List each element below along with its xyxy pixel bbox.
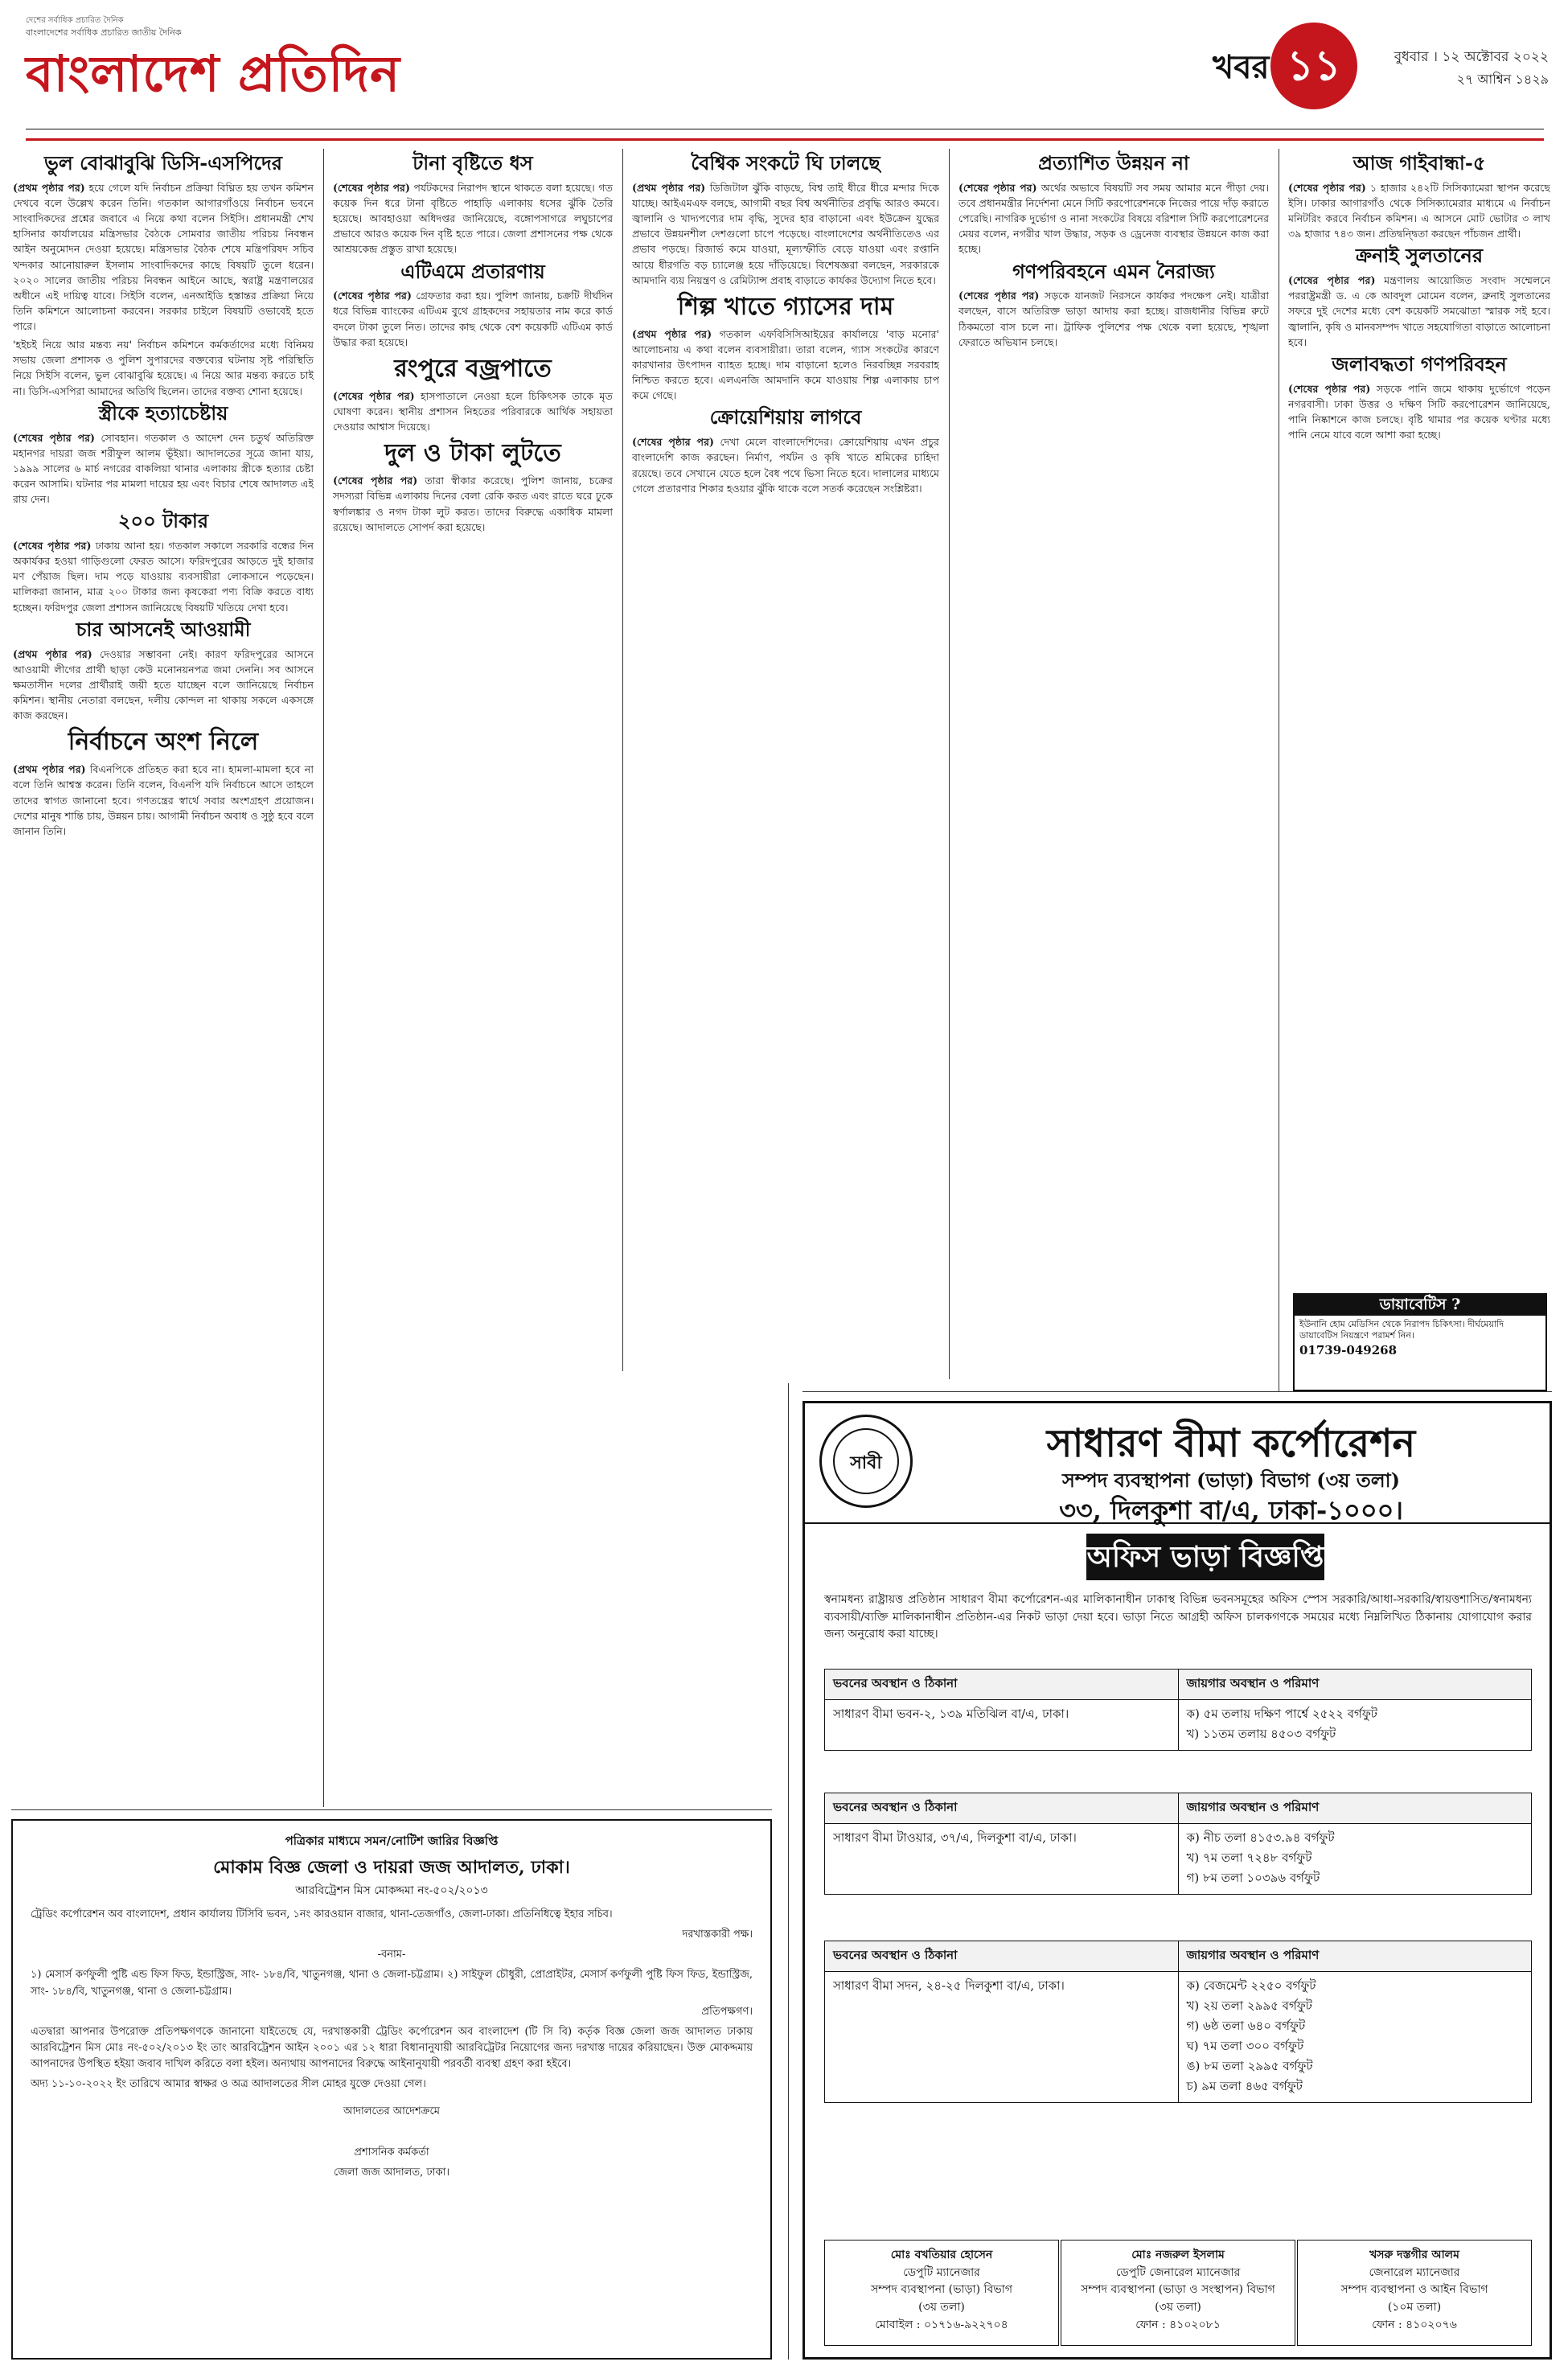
- notice-signature-title: প্রশাসনিক কর্মকর্তা: [354, 2146, 429, 2158]
- headline: দুল ও টাকা লুটতে: [384, 439, 561, 468]
- article-text: (শেষের পৃষ্ঠার পর) তারা স্বীকার করেছে। পুলিশ জানায়, চক্রের সদস্যরা বিভিন্ন এলাকায় দিনের বেলা রেকি করত এবং রাতে ঘরে ঢুকে স্বর্ণালঙ্কার ও নগদ টাকা লুট করত। তাদের বিরুদ্ধে একাধিক মামলা রয়েছে। আদালতে সোপর্দ করা হয়েছে।: [333, 474, 613, 533]
- headline: শিল্প খাতে গ্যাসের দাম: [677, 292, 894, 321]
- article-text: (শেষের পৃষ্ঠার পর) হাসপাতালে নেওয়া হলে চিকিৎসক তাকে মৃত ঘোষণা করেন। স্থানীয় প্রশাসন নিহতের পরিবারকে আর্থিক সহায়তা দেওয়ার আশ্বাস দিয়েছে।: [333, 389, 613, 433]
- table-header: জায়গার অবস্থান ও পরিমাণ: [1178, 1670, 1532, 1700]
- building-address: সাধারণ বীমা টাওয়ার, ৩৭/এ, দিলকুশা বা/এ, ঢাকা।: [825, 1824, 1179, 1895]
- diabetes-ad-phone: 01739-049268: [1299, 1343, 1398, 1358]
- column-1: [13, 149, 314, 1805]
- signatory-1: মোঃ বখতিয়ার হোসেন ডেপুটি ম্যানেজার সম্পদ ব্যবস্থাপনা (ভাড়া) বিভাগ (৩য় তলা) মোবাইল : ০১৭১৬-৯২২৭০৪: [824, 2240, 1059, 2346]
- column-divider: [323, 149, 324, 1807]
- headline: নির্বাচনে অংশ নিলে: [68, 728, 259, 757]
- date-line-bangla: ২৭ আশ্বিন ১৪২৯: [1456, 72, 1549, 87]
- article-text: (প্রথম পৃষ্ঠার পর) হয়ে গেলে যদি নির্বাচন প্রক্রিয়া বিঘ্নিত হয় তখন কমিশন দেখবে বলে উল্লেখ করেন তিনি। গতকাল আগারগাঁওয়ে নির্বাচন ভবনে সাংবাদিকদের প্রশ্নের জবাবে এ নিয়ে কথা বলেন সিইসি। প্রধানমন্ত্রী শেখ হাসিনার কার্যালয়ের মন্ত্রিসভার বৈঠকে সোমবার জাতীয় পরিচয় নিবন্ধন আইন অনুমোদন দেওয়া হয়েছে। মন্ত্রিসভার বৈঠক শেষে মন্ত্রিপরিষদ সচিব খন্দকার আনোয়ারুল ইসলাম সাংবাদিকদের কাছে বিষয়টি তুলে ধরেন। ২০২০ সালের জাতীয় পরিচয় নিবন্ধন আইনে আছে, স্বরাষ্ট্র মন্ত্রণালয়ের অধীনে এই দায়িত্ব যাবে। সিইসি বলেন, এনআইডি হস্তান্তর প্রক্রিয়া নিয়ে তিনি কমিশনে আলোচনা করবেন। সরকার চাইলে বিষয়টি ওভাবেই হতে পারে।: [13, 181, 314, 333]
- article-text: (শেষের পৃষ্ঠার পর) গ্রেফতার করা হয়। পুলিশ জানায়, চক্রটি দীর্ঘদিন ধরে বিভিন্ন ব্যাংকের এটিএম বুথে গ্রাহকদের সহায়তার নাম করে কার্ড বদলে টাকা তুলে নিত। তাদের কাছ থেকে বেশ কয়েকটি এটিএম কার্ড উদ্ধার করা হয়েছে।: [333, 290, 613, 348]
- notice-court: মোকাম বিজ্ঞ জেলা ও দায়রা জজ আদালত, ঢাকা।: [213, 1857, 570, 1879]
- signatory-2: মোঃ নজরুল ইসলাম ডেপুটি জেনারেল ম্যানেজার সম্পদ ব্যবস্থাপনা (ভাড়া ও সংস্থাপন) বিভাগ (৩য় তলা) ফোন : ৪১০২০৮১: [1061, 2240, 1295, 2346]
- table-row: [825, 1972, 1532, 2103]
- office-rent-ad: [802, 1401, 1552, 2360]
- ad-banner: অফিস ভাড়া বিজ্ঞপ্তি: [1086, 1534, 1324, 1580]
- headline: বৈশ্বিক সংকটে ঘি ঢালছে: [691, 151, 880, 175]
- notice-body: এতদ্বারা আপনার উপরোক্ত প্রতিপক্ষগণকে জানানো যাইতেছে যে, দরখাস্তকারী ট্রেডিং কর্পোরেশন অব বাংলাদেশ (টি সি বি) কর্তৃক বিজ্ঞ জেলা জজ আদালত ঢাকায় আরবিট্রেশন মিস মোঃ নং-৫০২/২০১৩ ইং তাং আরবিট্রেশন আইন ২০০১ এর ১২ ধারা বিধানানুযায়ী আরবিট্রেটর নিয়োগের জন্য দরখাস্ত দায়ের করিয়াছেন। উক্ত মোকদ্দমায় আপনাদের উপস্থিত হইয়া জবাব দাখিল করিতে বলা হইল। অন্যথায় আপনাদের বিরুদ্ধে আইনানুযায়ী পরবর্তী ব্যবস্থা গ্রহণ করা হইবে।: [31, 2025, 753, 2071]
- table-header: জায়গার অবস্থান ও পরিমাণ: [1178, 1793, 1532, 1824]
- article-text: (শেষের পৃষ্ঠার পর) সড়কে যানজট নিরসনে কার্যকর পদক্ষেপ নেই। যাত্রীরা বলছেন, বাসে অতিরিক্ত ভাড়া আদায় করা হচ্ছে। রাজধানীর বিভিন্ন রুটে ঠিকমতো বাস চলে না। ট্রাফিক পুলিশের পক্ষ থেকে বলা হয়েছে, শৃঙ্খলা ফেরাতে অভিযান চলছে।: [958, 290, 1269, 348]
- article-text: (শেষের পৃষ্ঠার পর) দেখা মেলে বাংলাদেশিদের। ক্রোয়েশিয়ায় এখন প্রচুর বাংলাদেশি কাজ করছেন। নির্মাণ, পর্যটন ও কৃষি খাতে শ্রমিকের চাহিদা রয়েছে। তবে সেখানে যেতে হলে বৈধ পথে ভিসা নিতে হবে। দালালের মাধ্যমে গেলে প্রতারণার শিকার হওয়ার ঝুঁকি থাকে বলে সতর্ক করেছেন সংশ্লিষ্টরা।: [632, 436, 939, 495]
- court-notice: [11, 1819, 772, 2360]
- ad-title: সাধারণ বীমা কর্পোরেশন: [1046, 1421, 1416, 1466]
- signatory-3: খসরু দস্তগীর আলম জেনারেল ম্যানেজার সম্পদ ব্যবস্থাপনা ও আইন বিভাগ (১০ম তলা) ফোন : ৪১০২০৭৬: [1297, 2240, 1532, 2346]
- headline: গণপরিবহনে এমন নৈরাজ্য: [1012, 259, 1215, 283]
- article-text: (শেষের পৃষ্ঠার পর) সড়কে পানি জমে থাকায় দুর্ভোগে পড়েন নগরবাসী। ঢাকা উত্তর ও দক্ষিণ সিটি করপোরেশন জানিয়েছে, পানি নিষ্কাশনে কাজ চলছে। বৃষ্টি থামার পর কয়েক ঘণ্টার মধ্যে পানি নেমে যাবে বলে আশা করা হচ্ছে।: [1288, 382, 1550, 442]
- space-item: ক) ৫ম তলায় দক্ষিণ পার্শ্বে ২৫২২ বর্গফুট: [1186, 1707, 1377, 1721]
- notice-case-number: আরবিট্রেশন মিস মোকদ্দমা নং-৫০২/২০১৩: [295, 1884, 488, 1898]
- table-row: [825, 1700, 1532, 1751]
- ad-subtitle: সম্পদ ব্যবস্থাপনা (ভাড়া) বিভাগ (৩য় তলা): [1062, 1468, 1400, 1492]
- masthead-rule-red: [26, 138, 1544, 141]
- page-number-badge: ১১: [1270, 23, 1357, 109]
- rent-table-building-2: [824, 1793, 1532, 1895]
- space-item: গ) ৮ম তলা ১০৩৯৬ বর্গফুট: [1186, 1871, 1320, 1885]
- headline: স্ত্রীকে হত্যাচেষ্টায়: [98, 400, 228, 425]
- table-row: [825, 1824, 1532, 1895]
- article-text: (শেষের পৃষ্ঠার পর) মন্ত্রণালয় আয়োজিত সংবাদ সম্মেলনে পররাষ্ট্রমন্ত্রী ড. এ কে আবদুল মোমেন বলেন, ব্রুনাই সুলতানের সফরে দুই দেশের মধ্যে বেশ কয়েকটি সমঝোতা স্মারক সই হবে। জ্বালানি, কৃষি ও মানবসম্পদ খাতে সহযোগিতা বাড়াতে আলোচনা হবে।: [1288, 274, 1550, 348]
- diabetes-ad-title: ডায়াবেটিস ?: [1295, 1295, 1545, 1316]
- headline: এটিএমে প্রতারণায়: [400, 259, 545, 283]
- headline: ভুল বোঝাবুঝি ডিসি-এসপিদের: [44, 151, 282, 175]
- ad-address: ৩৩, দিলকুশা বা/এ, ঢাকা-১০০০।: [1059, 1495, 1403, 1526]
- headline: চার আসনেই আওয়ামী: [76, 617, 251, 641]
- building-address: সাধারণ বীমা সদন, ২৪-২৫ দিলকুশা বা/এ, ঢাকা।: [825, 1972, 1179, 2103]
- masthead-tagline-small: দেশের সর্বাধিক প্রচারিত দৈনিক: [26, 16, 124, 25]
- article-text: (প্রথম পৃষ্ঠার পর) ডিজিটাল ঝুঁকি বাড়ছে, বিশ্ব তাই ধীরে ধীরে মন্দার দিকে যাচ্ছে। আইএমএফ বলছে, আগামী বছর বিশ্ব অর্থনীতির প্রবৃদ্ধি আরও কমবে। জ্বালানি ও খাদ্যপণ্যের দাম বৃদ্ধি, সুদের হার বাড়ানো এবং ইউক্রেন যুদ্ধের প্রভাবে উন্নয়নশীল দেশগুলো চাপে পড়েছে। বাংলাদেশের অর্থনীতিতেও এর প্রভাব পড়ছে। রিজার্ভ কমে যাওয়া, মূল্যস্ফীতি বেড়ে যাওয়া এবং রপ্তানি আয়ে ধীরগতি বড় চ্যালেঞ্জ হয়ে দাঁড়িয়েছে। বিশেষজ্ঞরা বলছেন, সরকারকে আমদানি ব্যয় নিয়ন্ত্রণ ও রেমিট্যান্স প্রবাহ বাড়াতে কার্যকর উদ্যোগ নিতে হবে।: [632, 181, 939, 286]
- article-text: (প্রথম পৃষ্ঠার পর) বিএনপিকে প্রতিহত করা হবে না। হামলা-মামলা হবে না বলে তিনি আশ্বস্ত করেন। তিনি বলেন, বিএনপি যদি নির্বাচনে আসে তাহলে তাদের স্বাগত জানানো হবে। গণতন্ত্রের স্বার্থে সবার অংশগ্রহণ প্রয়োজন। দেশের মানুষ শান্তি চায়, উন্নয়ন চায়। আগামী নির্বাচন অবাধ ও সুষ্ঠু হবে বলে জানান তিনি।: [13, 763, 314, 837]
- diabetes-ad: [1293, 1293, 1547, 1391]
- space-item: খ) ১১তম তলায় ৪৫০৩ বর্গফুট: [1186, 1727, 1336, 1741]
- ad-body-text: স্বনামধন্য রাষ্ট্রায়ত্ত প্রতিষ্ঠান সাধারণ বীমা কর্পোরেশন-এর মালিকানাধীন ঢাকাস্থ বিভিন্ন ভবনসমূহের অফিস স্পেস সরকারি/আধা-সরকারি/স্বায়ত্তশাসিত/স্বনামধন্য ব্যবসায়ী/ব্যক্তি মালিকানাধীন প্রতিষ্ঠান-এর নিকট ভাড়া দেয়া হবে। ভাড়া নিতে আগ্রহী অফিস চালকগণকে সময়ের মধ্যে নিম্নলিখিত ঠিকানায় যোগাযোগ করার জন্য অনুরোধ করা যাচ্ছে।: [824, 1593, 1532, 1641]
- masthead-tagline: বাংলাদেশের সর্বাধিক প্রচারিত জাতীয় দৈনিক: [26, 27, 182, 38]
- newspaper-logo: বাংলাদেশ প্রতিদিন: [26, 44, 400, 103]
- notice-signature-order: আদালতের আদেশক্রমে: [343, 2105, 440, 2118]
- space-item: ঘ) ৭ম তলা ৩০০ বর্গফুট: [1186, 2039, 1304, 2053]
- rent-table-building-1: [824, 1669, 1532, 1751]
- article-text: 'হইচই নিয়ে আর মন্তব্য নয়' নির্বাচন কমিশনে কর্মকর্তাদের মধ্যে বিনিময় সভায় জেলা প্রশাসক ও পুলিশ সুপারদের বক্তব্যের ঘটনায় সৃষ্ট পরিস্থিতি নিয়ে সিইসি বলেন, ভুল বোঝাবুঝি হয়েছে। এ নিয়ে আর মন্তব্য করতে চাই না। ডিসি-এসপিরা আমাদের অতিথি ছিলেন। তাদের বক্তব্য শোনা হয়েছে।: [13, 339, 314, 397]
- building-address: সাধারণ বীমা ভবন-২, ১৩৯ মতিঝিল বা/এ, ঢাকা।: [825, 1700, 1179, 1751]
- article-text: (প্রথম পৃষ্ঠার পর) গতকাল এফবিসিসিআইয়ের কার্যালয়ে 'বাড় মনোর' আলোচনায় এ কথা বলেন ব্যবসায়ীরা। তারা বলেন, গ্যাস সংকটের কারণে কারখানার উৎপাদন ব্যাহত হচ্ছে। দাম বাড়ানো হলেও নিরবচ্ছিন্ন সরবরাহ নিশ্চিত করতে হবে। এলএনজি আমদানি কমে যাওয়ায় শিল্প এলাকায় চাপ কমে গেছে।: [632, 327, 939, 402]
- section-divider: [802, 1391, 1552, 1392]
- article-text: (শেষের পৃষ্ঠার পর) অর্থের অভাবে বিষয়টি সব সময় আমার মনে পীড়া দেয়। তবে প্রধানমন্ত্রীর নির্দেশনা মেনে সিটি করপোরেশনকে নিজের পায়ে দাঁড় করাতে পেরেছি। নাগরিক দুর্ভোগ ও নানা সংকটের বিষয়ে বরিশাল সিটি করপোরেশনের মেয়র বলেন, নগরীর খাল উদ্ধার, সড়ক ও ড্রেনেজ ব্যবস্থার উন্নয়নে কাজ করা হচ্ছে।: [958, 181, 1269, 256]
- notice-signature-office: জেলা জজ আদালত, ঢাকা।: [334, 2166, 449, 2179]
- ad-header: [805, 1403, 1550, 1524]
- notice-applicant: ট্রেডিং কর্পোরেশন অব বাংলাদেশ, প্রধান কার্যালয় টিসিবি ভবন, ১নং কারওয়ান বাজার, থানা-তেজগাঁও, জেলা-ঢাকা। প্রতিনিধিত্বে ইহার সচিব।: [31, 1908, 613, 1921]
- column-divider: [949, 149, 950, 1379]
- headline: আজ গাইবান্ধা-৫: [1353, 151, 1486, 175]
- column-2: [333, 149, 613, 1805]
- table-header: ভবনের অবস্থান ও ঠিকানা: [825, 1793, 1179, 1824]
- article-text: (শেষের পৃষ্ঠার পর) সোবহান। গতকাল ও আদেশ দেন চতুর্থ অতিরিক্ত মহানগর দায়রা জজ শরীফুল আলম ভূঁইয়া। আদালতের সূত্রে জানা যায়, ১৯৯৯ সালের ৬ মার্চ নগরের বাকলিয়া থানার এলাকায় স্ত্রীকে হত্যার চেষ্টা করেন আসামি। ঘটনার পর মামলা দায়ের হয় এবং বিচার শেষে আদালত এই রায় দেন।: [13, 431, 314, 506]
- headline: ক্রনাই সুলতানের: [1355, 244, 1484, 268]
- space-item: খ) ৭ম তলা ৭২৪৮ বর্গফুট: [1186, 1850, 1312, 1865]
- article-text: (শেষের পৃষ্ঠার পর) পর্যটকদের নিরাপদ স্থানে থাকতে বলা হয়েছে। গত কয়েক দিন ধরে টানা বৃষ্টিতে পাহাড়ি এলাকায় ধসের ঝুঁকি তৈরি হয়েছে। আবহাওয়া অধিদপ্তর জানিয়েছে, বঙ্গোপসাগরে লঘুচাপের প্রভাবে আরও কয়েক দিন বৃষ্টি হতে পারে। জেলা প্রশাসনের পক্ষ থেকে আশ্রয়কেন্দ্র প্রস্তুত রাখা হয়েছে।: [333, 181, 613, 256]
- article-text: (শেষের পৃষ্ঠার পর) ১ হাজার ২৪২টি সিসিক্যামেরা স্থাপন করেছে ইসি। ঢাকার আগারগাঁও থেকে সিসিক্যামেরার মাধ্যমে এ নির্বাচন মনিটরিং করবে নির্বাচন কমিশন। এ আসনে মোট ভোটার ৩ লাখ ৩৯ হাজার ৭৪৩ জন। প্রতিদ্বন্দ্বিতা করছেন পাঁচজন প্রার্থী।: [1288, 181, 1550, 240]
- date-line: বুধবার । ১২ অক্টোবর ২০২২: [1394, 49, 1549, 65]
- space-item: ঙ) ৮ম তলা ২৯৯৫ বর্গফুট: [1186, 2059, 1313, 2073]
- diabetes-ad-text: ইউনানি হোম মেডিসিন থেকে নিরাপদ চিকিৎসা। দীর্ঘমেয়াদি ডায়াবেটিস নিয়ন্ত্রণে পরামর্শ নিন।: [1299, 1318, 1504, 1341]
- notice-respondents: ১) মেসার্স কর্ণফুলী পুষ্টি এন্ড ফিস ফিড, ইন্ডাস্ট্রিজ, সাং- ১৮৪/বি, খাতুনগঞ্জ, থানা ও জেলা-চট্টগ্রাম। ২) সাইফুল চৌধুরী, প্রোপ্রাইটর, মেসার্স কর্ণফুলী পুষ্টি ফিস ফিড, ইন্ডাস্ট্রিজ, সাং- ১৮৪/বি, খাতুনগঞ্জ, থানা ও জেলা-চট্টগ্রাম।: [31, 1969, 753, 1998]
- ad-signatories: [824, 2240, 1532, 2346]
- headline: ২০০ টাকার: [117, 509, 209, 533]
- column-3: [632, 149, 939, 1379]
- space-item: গ) ৬ষ্ঠ তলা ৬৪০ বর্গফুট: [1186, 2019, 1306, 2033]
- headline: জলাবদ্ধতা গণপরিবহন: [1332, 351, 1507, 376]
- column-4: [958, 149, 1269, 1387]
- notice-respondents-label: প্রতিপক্ষগণ।: [701, 2005, 753, 2018]
- space-item: ক) বেজমেন্ট ২২৫০ বর্গফুট: [1186, 1978, 1316, 1993]
- space-item: ক) নীচ তলা ৪১৫৩.৯৪ বর্গফুট: [1186, 1830, 1335, 1845]
- notice-date-line: অদ্য ১১-১০-২০২২ ইং তারিখে আমার স্বাক্ষর ও অত্র আদালতের সীল মোহর যুক্তে দেওয়া গেল।: [31, 2078, 426, 2091]
- column-5: [1288, 149, 1550, 1283]
- notice-applicant-label: দরখাস্তকারী পক্ষ।: [682, 1928, 753, 1941]
- notice-versus: -বনাম-: [377, 1949, 406, 1961]
- table-header: ভবনের অবস্থান ও ঠিকানা: [825, 1941, 1179, 1972]
- rent-table-building-3: [824, 1941, 1532, 2103]
- article-text: (শেষের পৃষ্ঠার পর) ঢাকায় আনা হয়। গতকাল সকালে সরকারি বন্ধের দিন অকার্যকর হওয়া গাড়িগুলো ফেরত আসে। ফরিদপুরের আড়তে দুই হাজার মণ পেঁয়াজ ছিল। দাম পড়ে যাওয়ায় ব্যবসায়ীরা লোকসানে পড়েছেন। মালিকরা জানান, মাত্র ২০০ টাকার জন্য কৃষকেরা পণ্য বিক্রি করতে বাধ্য হচ্ছেন। ফরিদপুর জেলা প্রশাসন জানিয়েছে বিষয়টি খতিয়ে দেখা হবে।: [13, 540, 314, 614]
- section-title: খবর: [1213, 48, 1270, 86]
- space-item: চ) ৯ম তলা ৪৬৫ বর্গফুট: [1186, 2079, 1303, 2093]
- column-divider: [622, 149, 623, 1371]
- table-header: জায়গার অবস্থান ও পরিমাণ: [1178, 1941, 1532, 1972]
- headline: রংপুরে বজ্রপাতে: [394, 354, 552, 383]
- headline: ক্রোয়েশিয়ায় লাগবে: [709, 405, 862, 429]
- article-text: (প্রথম পৃষ্ঠার পর) দেওয়ার সম্ভাবনা নেই। কারণ ফরিদপুরের আসনে আওয়ামী লীগের প্রার্থী ছাড়া কেউ মনোনয়নপত্র জমা দেননি। সব আসনে ক্ষমতাসীন দলের প্রার্থীরাই জয়ী হতে যাচ্ছেন বলে জানিয়েছে নির্বাচন কমিশন। স্থানীয় নেতারা বলছেন, দলীয় কোন্দল না থাকায় সকলে একসঙ্গে কাজ করছেন।: [13, 647, 314, 722]
- table-header: ভবনের অবস্থান ও ঠিকানা: [825, 1670, 1179, 1700]
- section-divider: [11, 1809, 772, 1810]
- column-divider: [788, 1383, 789, 2360]
- notice-heading: পত্রিকার মাধ্যমে সমন/নোটিশ জারির বিজ্ঞপ্তি: [285, 1834, 499, 1848]
- masthead: [0, 0, 1568, 145]
- space-item: খ) ২য় তলা ২৯৯৫ বর্গফুট: [1186, 1998, 1312, 2013]
- headline: প্রত্যাশিত উন্নয়ন না: [1038, 151, 1189, 175]
- headline: টানা বৃষ্টিতে ধস: [413, 151, 533, 175]
- corporation-seal-icon: সাবী: [819, 1415, 913, 1508]
